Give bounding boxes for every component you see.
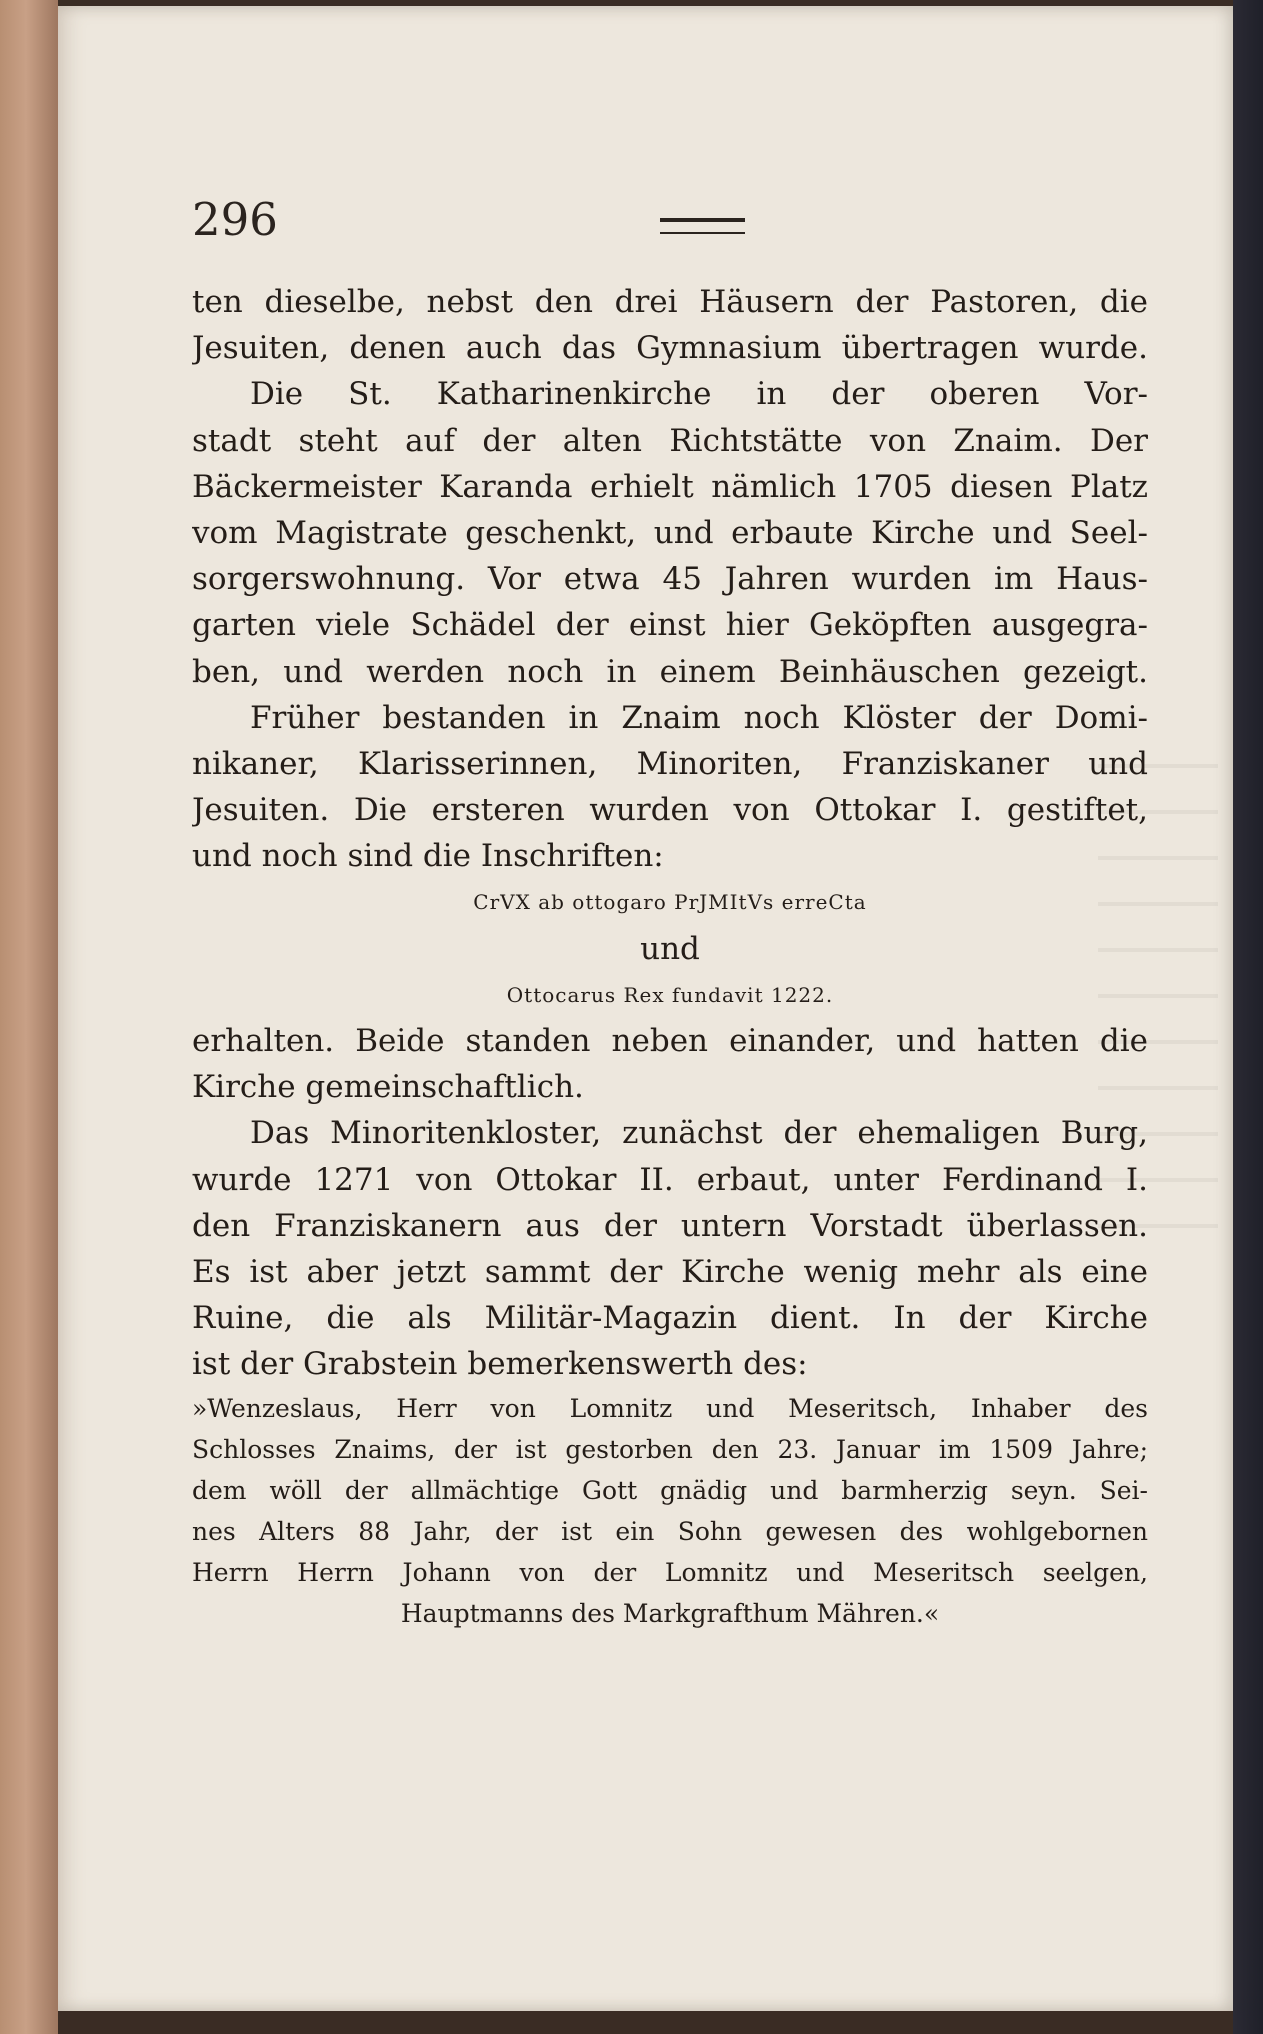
text-line: nikaner, Klarisserinnen, Minoriten, Franziskaner und xyxy=(192,745,1148,782)
quote-line: Hauptmanns des Markgrafthum Mähren.« xyxy=(400,1598,940,1628)
text-line: ist der Grabstein bemerkenswerth des: xyxy=(192,1346,808,1383)
page-number: 296 xyxy=(192,193,278,246)
page-text xyxy=(192,279,1148,1634)
text-line: sorgerswohnung. Vor etwa 45 Jahren wurden im Haus- xyxy=(192,561,1148,598)
header-ornament-rule xyxy=(660,218,745,234)
text-line: garten viele Schädel der einst hier Geköpften ausgegra- xyxy=(192,607,1148,644)
quote-line: »Wenzeslaus, Herr von Lomnitz und Meseritsch, Inhaber des xyxy=(192,1393,1148,1423)
paragraph-start-line: Die St. Katharinenkirche in der oberen Vor- xyxy=(250,376,1148,413)
text-line: ten dieselbe, nebst den drei Häusern der Pastoren, die xyxy=(192,284,1148,320)
text-line: vom Magistrate geschenkt, und erbaute Kirche und Seel- xyxy=(192,514,1148,551)
text-line: und noch sind die Inschriften: xyxy=(192,838,664,875)
inscription-line: CrVX ab ottogaro PrJMItVs erreCta xyxy=(473,890,867,915)
book-edge xyxy=(0,0,58,2034)
text-line: wurde 1271 von Ottokar II. erbaut, unter Ferdinand I. xyxy=(192,1161,1148,1198)
text-line: stadt steht auf der alten Richtstätte von Znaim. Der xyxy=(192,422,1148,459)
text-line: erhalten. Beide standen neben einander, und hatten die xyxy=(192,1023,1148,1059)
quote-line: Schlosses Znaims, der ist gestorben den 23. Januar im 1509 Jahre; xyxy=(192,1434,1148,1464)
inscription-line: Ottocarus Rex fundavit 1222. xyxy=(506,982,834,1007)
text-line: Bäckermeister Karanda erhielt nämlich 1705 diesen Platz xyxy=(192,468,1148,505)
inscription-conjunction: und xyxy=(640,930,700,967)
quote-line: nes Alters 88 Jahr, der ist ein Sohn gewesen des wohlgebornen xyxy=(192,1516,1148,1546)
quote-line: Herrn Herrn Johann von der Lomnitz und Meseritsch seelgen, xyxy=(192,1557,1148,1587)
paragraph-start-line: Das Minoritenkloster, zunächst der ehemaligen Burg, xyxy=(250,1115,1148,1152)
text-line: Jesuiten, denen auch das Gymnasium übertragen wurde. xyxy=(192,330,1148,367)
text-line: Es ist aber jetzt sammt der Kirche wenig mehr als eine xyxy=(192,1253,1148,1290)
paragraph-start-line: Früher bestanden in Znaim noch Klöster der Domi- xyxy=(250,699,1148,736)
quote-line: dem wöll der allmächtige Gott gnädig und barmherzig seyn. Sei- xyxy=(192,1475,1148,1505)
text-line: Jesuiten. Die ersteren wurden von Ottokar I. gestiftet, xyxy=(192,792,1148,829)
text-line: Kirche gemeinschaftlich. xyxy=(192,1069,584,1106)
book-cover-edge xyxy=(1233,0,1263,2034)
text-line: Ruine, die als Militär-Magazin dient. In der Kirche xyxy=(192,1300,1148,1337)
page-header xyxy=(192,195,762,255)
text-line: den Franziskanern aus der untern Vorstadt überlassen. xyxy=(192,1207,1148,1244)
text-line: ben, und werden noch in einem Beinhäuschen gezeigt. xyxy=(192,653,1148,690)
